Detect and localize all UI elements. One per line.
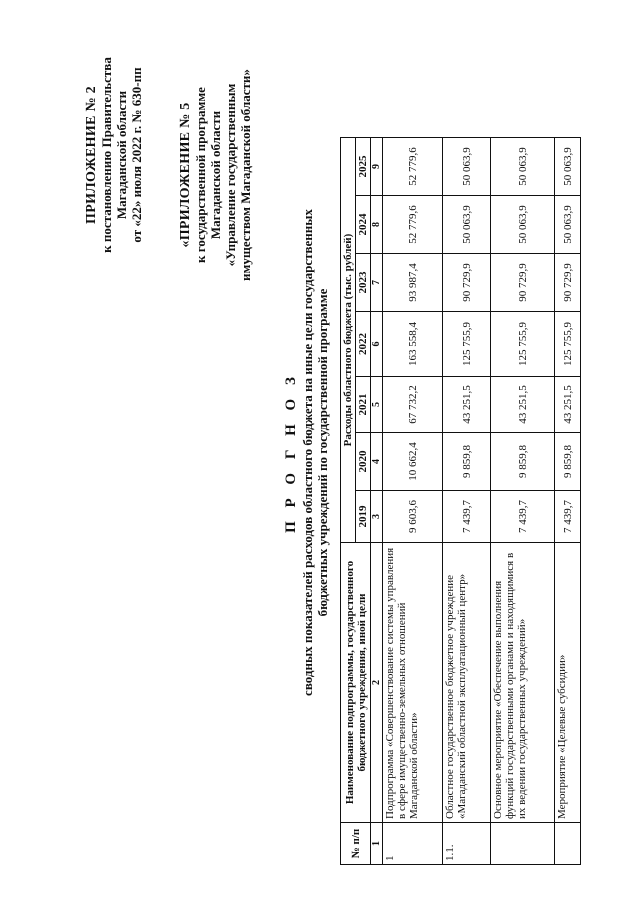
row-value: 50 063,9 [491,196,555,254]
table-row [443,138,491,865]
column-number: 6 [371,312,383,377]
document-title [282,40,330,865]
appendix-5-line: «Управление государственным [223,83,238,267]
table-row [555,138,581,865]
row-value: 9 859,8 [443,433,491,491]
forecast-table [340,137,581,865]
title-main: П Р О Г Н О З [283,372,299,533]
row-value: 67 732,2 [383,377,443,433]
column-number: 4 [371,433,383,491]
row-value: 50 063,9 [443,196,491,254]
row-value: 90 729,9 [443,254,491,312]
row-num: 1.1. [443,823,491,865]
row-value: 9 859,8 [491,433,555,491]
appendix-2-heading: ПРИЛОЖЕНИЕ № 2 [84,86,99,224]
row-value: 52 779,6 [383,138,443,196]
row-value: 7 439,7 [491,491,555,543]
row-name: Мероприятие «Целевые субсидии» [555,543,581,823]
table-row [491,138,555,865]
header-year: 2019 [356,491,371,543]
title-subtitle-line: сводных показателей расходов областного бюджета на иные цели государственных [300,209,315,696]
row-value: 52 779,6 [383,196,443,254]
row-value: 9 859,8 [555,433,581,491]
appendix-5-heading: «ПРИЛОЖЕНИЕ № 5 [178,102,193,248]
row-num [555,823,581,865]
row-value: 50 063,9 [555,196,581,254]
row-value: 93 987,4 [383,254,443,312]
column-number: 9 [371,138,383,196]
row-name: Областное государственное бюджетное учреждение «Магаданский областной эксплуатационный центр» [443,543,491,823]
appendix-2-line: Магаданской области [114,90,129,220]
column-number: 8 [371,196,383,254]
row-value: 125 755,9 [555,312,581,377]
row-value: 50 063,9 [555,138,581,196]
row-value: 50 063,9 [491,138,555,196]
row-value: 9 603,6 [383,491,443,543]
appendix-2-line: к постановлению Правительства [99,57,114,253]
row-value: 125 755,9 [491,312,555,377]
row-value: 43 251,5 [491,377,555,433]
table-row [383,138,443,865]
column-number: 5 [371,377,383,433]
row-value: 43 251,5 [555,377,581,433]
row-value: 90 729,9 [555,254,581,312]
row-value: 43 251,5 [443,377,491,433]
row-value: 125 755,9 [443,312,491,377]
appendix-5-block [178,40,253,310]
table-header-row [341,138,356,865]
header-num: № п/п [341,823,371,865]
row-value: 90 729,9 [491,254,555,312]
header-name: Наименование подпрограммы, государственного бюджетного учреждения, иной цели [341,543,371,823]
row-value: 7 439,7 [555,491,581,543]
appendix-5-line: Магаданской области [208,110,223,240]
appendix-2-block [84,40,144,270]
header-year: 2020 [356,433,371,491]
table-column-number-row [371,138,383,865]
header-year: 2023 [356,254,371,312]
row-num [491,823,555,865]
column-number: 7 [371,254,383,312]
header-year: 2022 [356,312,371,377]
row-name: Основное мероприятие «Обеспечение выполнения функций государственными органами и находящимися в их ведении государственных учреждений» [491,543,555,823]
header-year: 2024 [356,196,371,254]
header-expenses: Расходы областного бюджета (тыс. рублей) [341,138,356,543]
row-name: Подпрограмма «Совершенствование системы управления в сфере имущественно-земельных отношений Магаданской области» [383,543,443,823]
row-value: 10 662,4 [383,433,443,491]
column-number: 2 [371,543,383,823]
row-value: 7 439,7 [443,491,491,543]
row-value: 163 558,4 [383,312,443,377]
column-number: 3 [371,491,383,543]
row-value: 50 063,9 [443,138,491,196]
header-year: 2021 [356,377,371,433]
header-year: 2025 [356,138,371,196]
appendix-5-line: к государственной программе [193,87,208,263]
appendix-5-line: имуществом Магаданской области» [238,69,253,281]
appendix-2-line: от «22» июля 2022 г. № 630-пп [129,67,144,243]
column-number: 1 [371,823,383,865]
title-subtitle-line: бюджетных учреждений по государственной программе [315,288,330,617]
row-num: 1 [383,823,443,865]
